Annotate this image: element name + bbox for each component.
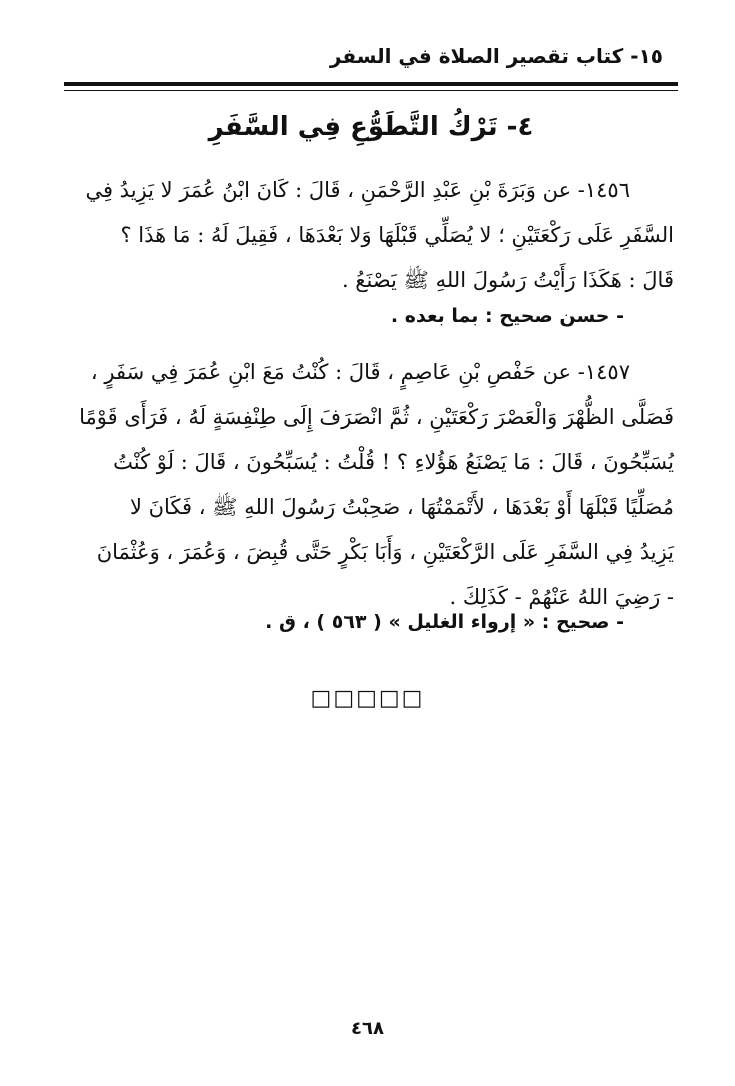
section-end-mark: □□□□□ — [310, 686, 425, 711]
section-title: ٤- تَرْكُ التَّطَوُّعِ فِي السَّفَرِ — [208, 112, 534, 142]
hadith-line: ١٤٥٦- عن وَبَرَةَ بْنِ عَبْدِ الرَّحْمَنِ ، قَالَ : كَانَ ابْنُ عُمَرَ لا يَزِيدُ فِي — [85, 178, 630, 202]
header-rule-thin — [64, 90, 678, 91]
hadith-line: - رَضِيَ اللهُ عَنْهُمْ - كَذَلِكَ . — [449, 585, 674, 609]
hadith-line: قَالَ : هَكَذَا رَأَيْتُ رَسُولَ اللهِ ﷺ يَصْنَعُ . — [341, 268, 674, 292]
hadith-line: يُسَبِّحُونَ ، قَالَ : مَا يَصْنَعُ هَؤُلاءِ ؟ ! قُلْتُ : يُسَبِّحُونَ ، قَالَ : لَوْ كُنْتُ — [113, 450, 674, 474]
hadith-line: مُصَلِّيًا قَبْلَهَا أَوْ بَعْدَهَا ، لأَتْمَمْتُهَا ، صَحِبْتُ رَسُولَ اللهِ ﷺ ، فَكَانَ لا — [129, 495, 674, 519]
page-number: ٤٦٨ — [351, 1018, 384, 1039]
hadith-1456 — [64, 168, 674, 303]
header-rule-thick — [64, 82, 678, 86]
hadith-grading: - حسن صحيح : بما بعده . — [390, 305, 624, 327]
hadith-line: يَزِيدُ فِي السَّفَرِ عَلَى الرَّكْعَتَيْنِ ، وَأَبَا بَكْرٍ حَتَّى قُبِضَ ، وَعُمَرَ ، وَعُثْمَانَ — [96, 540, 674, 564]
hadith-line: السَّفَرِ عَلَى رَكْعَتَيْنِ ؛ لا يُصَلِّي قَبْلَهَا وَلا بَعْدَهَا ، فَقِيلَ لَهُ : مَا هَذَا ؟ — [120, 223, 674, 247]
hadith-grading: - صحيح : « إرواء الغليل » ( ٥٦٣ ) ، ق . — [265, 611, 624, 633]
hadith-1457 — [64, 350, 674, 620]
hadith-line: ١٤٥٧- عن حَفْصِ بْنِ عَاصِمٍ ، قَالَ : كُنْتُ مَعَ ابْنِ عُمَرَ فِي سَفَرٍ ، — [90, 360, 630, 384]
running-header: ١٥- كتاب تقصير الصلاة في السفر — [329, 44, 663, 68]
hadith-line: فَصَلَّى الظُّهْرَ وَالْعَصْرَ رَكْعَتَيْنِ ، ثُمَّ انْصَرَفَ إِلَى طِنْفِسَةٍ لَهُ ، فَرَأَى قَوْمًا — [79, 405, 674, 429]
